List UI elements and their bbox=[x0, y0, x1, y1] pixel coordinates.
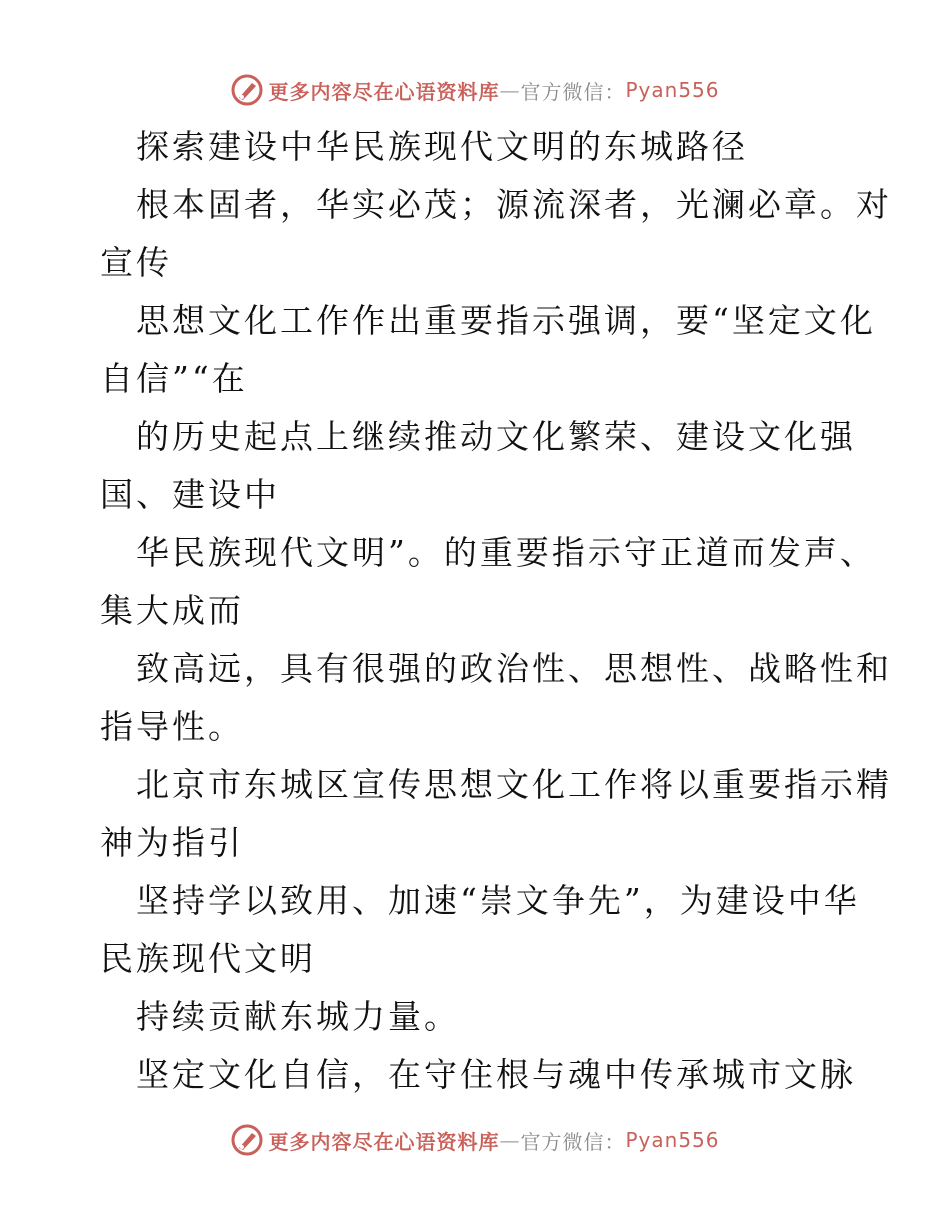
paragraph-line: 神为指引 bbox=[100, 823, 244, 862]
watermark-sub-text: 官方微信： bbox=[520, 1129, 626, 1154]
watermark-main-text: 更多内容尽在心语资料库 bbox=[268, 1129, 500, 1154]
watermark-sub-text: 官方微信： bbox=[520, 79, 626, 104]
paragraph-line: 国、建设中 bbox=[100, 475, 280, 514]
watermark-main-text: 更多内容尽在心语资料库 bbox=[268, 79, 500, 104]
pen-logo-icon bbox=[230, 1123, 264, 1157]
paragraph-line: 的历史起点上继续推动文化繁荣、建设文化强 bbox=[136, 417, 856, 456]
paragraph-line: 民族现代文明 bbox=[100, 939, 316, 978]
header-watermark bbox=[0, 70, 950, 110]
paragraph-line: 集大成而 bbox=[100, 591, 244, 630]
paragraph-line: 根本固者，华实必茂；源流深者，光澜必章。对 bbox=[136, 185, 892, 224]
paragraph-line: 宣传 bbox=[100, 243, 172, 282]
paragraph-line: 持续贡献东城力量。 bbox=[136, 997, 460, 1036]
watermark-separator: — bbox=[499, 78, 521, 102]
pen-logo-icon bbox=[230, 73, 264, 107]
watermark-id-text: Pyan556 bbox=[625, 1128, 720, 1152]
paragraph-line: 北京市东城区宣传思想文化工作将以重要指示精 bbox=[136, 765, 892, 804]
paragraph-line: 坚定文化自信，在守住根与魂中传承城市文脉 bbox=[136, 1055, 856, 1094]
paragraph-line: 致高远，具有很强的政治性、思想性、战略性和 bbox=[136, 649, 892, 688]
paragraph-line: 自信”“在 bbox=[100, 359, 248, 398]
footer-watermark bbox=[0, 1120, 950, 1160]
doc-title: 探索建设中华民族现代文明的东城路径 bbox=[136, 127, 748, 166]
document-body bbox=[100, 118, 892, 1104]
watermark-separator: — bbox=[499, 1128, 521, 1152]
paragraph-line: 华民族现代文明”。的重要指示守正道而发声、 bbox=[136, 533, 876, 572]
paragraph-line: 指导性。 bbox=[100, 707, 244, 746]
paragraph-line: 坚持学以致用、加速“崇文争先”，为建设中华 bbox=[136, 881, 860, 920]
watermark-id-text: Pyan556 bbox=[625, 78, 720, 102]
paragraph-line: 思想文化工作作出重要指示强调，要“坚定文化 bbox=[136, 301, 876, 340]
